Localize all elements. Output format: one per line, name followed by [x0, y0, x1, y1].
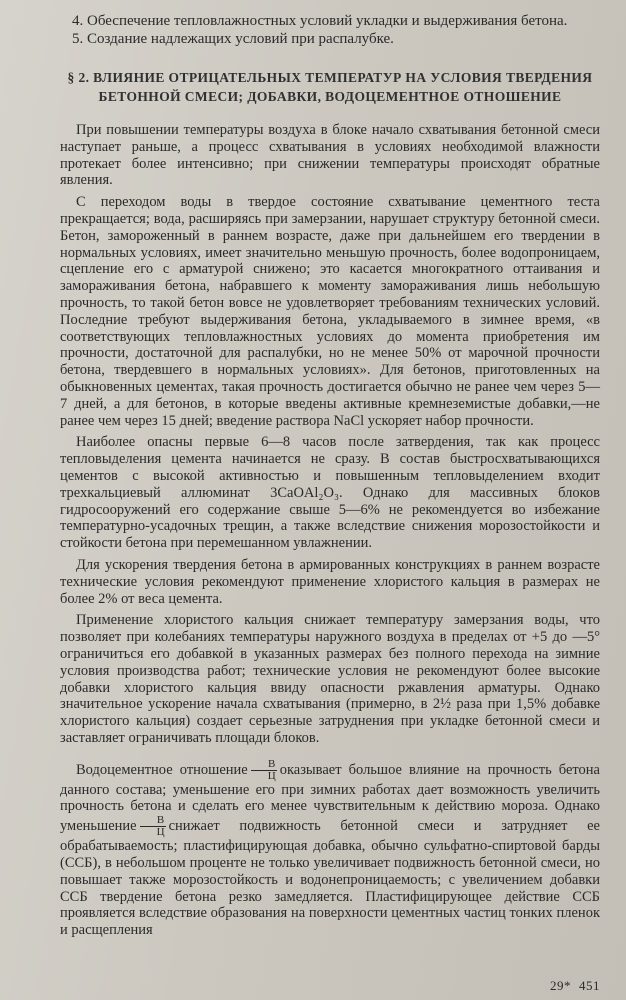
paragraph-5: Применение хлористого кальция снижает температуру замерзания воды, что позволяет при колебаниях температуры наружного воздуха в пределах от +5 до —5° ограничиться его добавкой в указанных размерах без полного перехода на зимние условия производства работ; технические условия не рекомендуют более высокие добавки хлористого кальция ввиду опасности ржавления арматуры. Однако значительное ускорение начала схватывания (примерно, в 2½ раза при 1,5% добавке хлористого кальция) создает серьезные затруднения при укладке бетонной смеси и заставляет ограничивать площади блоков. [60, 612, 600, 746]
fraction-denominator: Ц [267, 769, 276, 782]
paragraph-1: При повышении температуры воздуха в блоке начало схватывания бетонной смеси наступает раньше, а процесс схватывания в условиях необходимой влажности протекает более интенсивно; при снижении температуры происходят обратные явления. [60, 122, 600, 189]
paragraph-2: С переходом воды в твердое состояние схватывание цементного теста прекращается; вода, расширяясь при замерзании, нарушает структуру бетонной смеси. Бетон, замороженный в раннем возрасте, даже при дальнейшем его твердении в нормальных условиях, имеет значительно меньшую прочность, более водопроницаем, сцепление его с арматурой снижено; это касается многократного оттаивания и замораживания бетона, набравшего к моменту замораживания лишь небольшую прочность, то такой бетон вовсе не удовлетворяет требованиям технических условий. Последние требуют выдерживания бетона, укладываемого в зимнее время, «в соответствующих тепловлажностных условиях до момента приобретения им прочности, достаточной для распалубки, но не менее 50% от марочной прочности бетона, твердевшего в нормальных условиях». Для бетонов, приготовленных на обыкновенных цементах, такая прочность достигается обычно не ранее чем через 5—7 дней, а для бетонов, в которые введены активные кремнеземистые добавки,—не ранее чем через 15 дней; введение раствора NaCl ускоряет набор прочности. [60, 194, 600, 429]
paragraph-6-part-c: снижает подвижность бетонной смеси и затрудняет ее обрабатываемость; пластифицирующая добавка, обычно сульфатно-спиртовой барды (ССБ), в небольшом проценте не только увеличивает подвижность бетонной смеси, но повышает также морозостойкость и водонепроницаемость; с увеличением добавки ССБ твердение бетона резко замедляется. Пластифицирующее действие ССБ проявляется вследствие образования на поверхности цементных частиц тонких пленок и расщепления [60, 818, 600, 939]
list-item-4: 4. Обеспечение тепловлажностных условий укладки и выдерживания бетона. [72, 13, 568, 29]
signature-mark: 29* [550, 978, 571, 993]
section-heading-line-1: § 2. ВЛИЯНИЕ ОТРИЦАТЕЛЬНЫХ ТЕМПЕРАТУР НА УСЛОВИЯ ТВЕРДЕНИЯ [67, 70, 593, 85]
fraction-denominator-2: Ц [156, 826, 165, 839]
paragraph-6-part-b: оказывает большое влияние на прочность бетона данного состава; уменьшение его при зимних работах дает возможность увеличить прочность бетона и сделать его менее чувствительным к действию мороза. Однако уменьшение [60, 761, 600, 835]
fraction-numerator: В [251, 759, 277, 771]
section-heading [60, 68, 600, 106]
paragraph-3: Наиболее опасны первые 6—8 часов после затвердения, так как процесс тепловыделения цемента начинается не сразу. В состав быстросхватывающихся цементов с высокой активностью и повышенным тепловыделением входит трехкальциевый аллюминат 3CaOAl₂O₃. Однако для массивных блоков гидросооружений его содержание свыше 5—6% не рекомендуется во избежание температурно-усадочных трещин, а также вследствие снижения морозостойкости и стойкости бетона при перемешанном увлажнении. [60, 434, 600, 552]
page-footer [542, 978, 600, 994]
paragraph-4: Для ускорения твердения бетона в армированных конструкциях в раннем возрасте технические условия рекомендуют применение хлористого кальция в размерах не более 2% от веса цемента. [60, 556, 600, 607]
page-number: 451 [579, 978, 600, 993]
wc-ratio-fraction-2 [140, 815, 166, 838]
paragraph-6-part-a: Водоцементное отношение [76, 761, 248, 778]
section-heading-line-2: БЕТОННОЙ СМЕСИ; ДОБАВКИ, ВОДОЦЕМЕНТНОЕ ОТНОШЕНИЕ [98, 89, 562, 104]
fraction-numerator-2: В [140, 815, 166, 827]
wc-ratio-fraction [251, 759, 277, 782]
list-item-5: 5. Создание надлежащих условий при распалубке. [72, 31, 394, 47]
paragraph-6 [60, 759, 600, 939]
